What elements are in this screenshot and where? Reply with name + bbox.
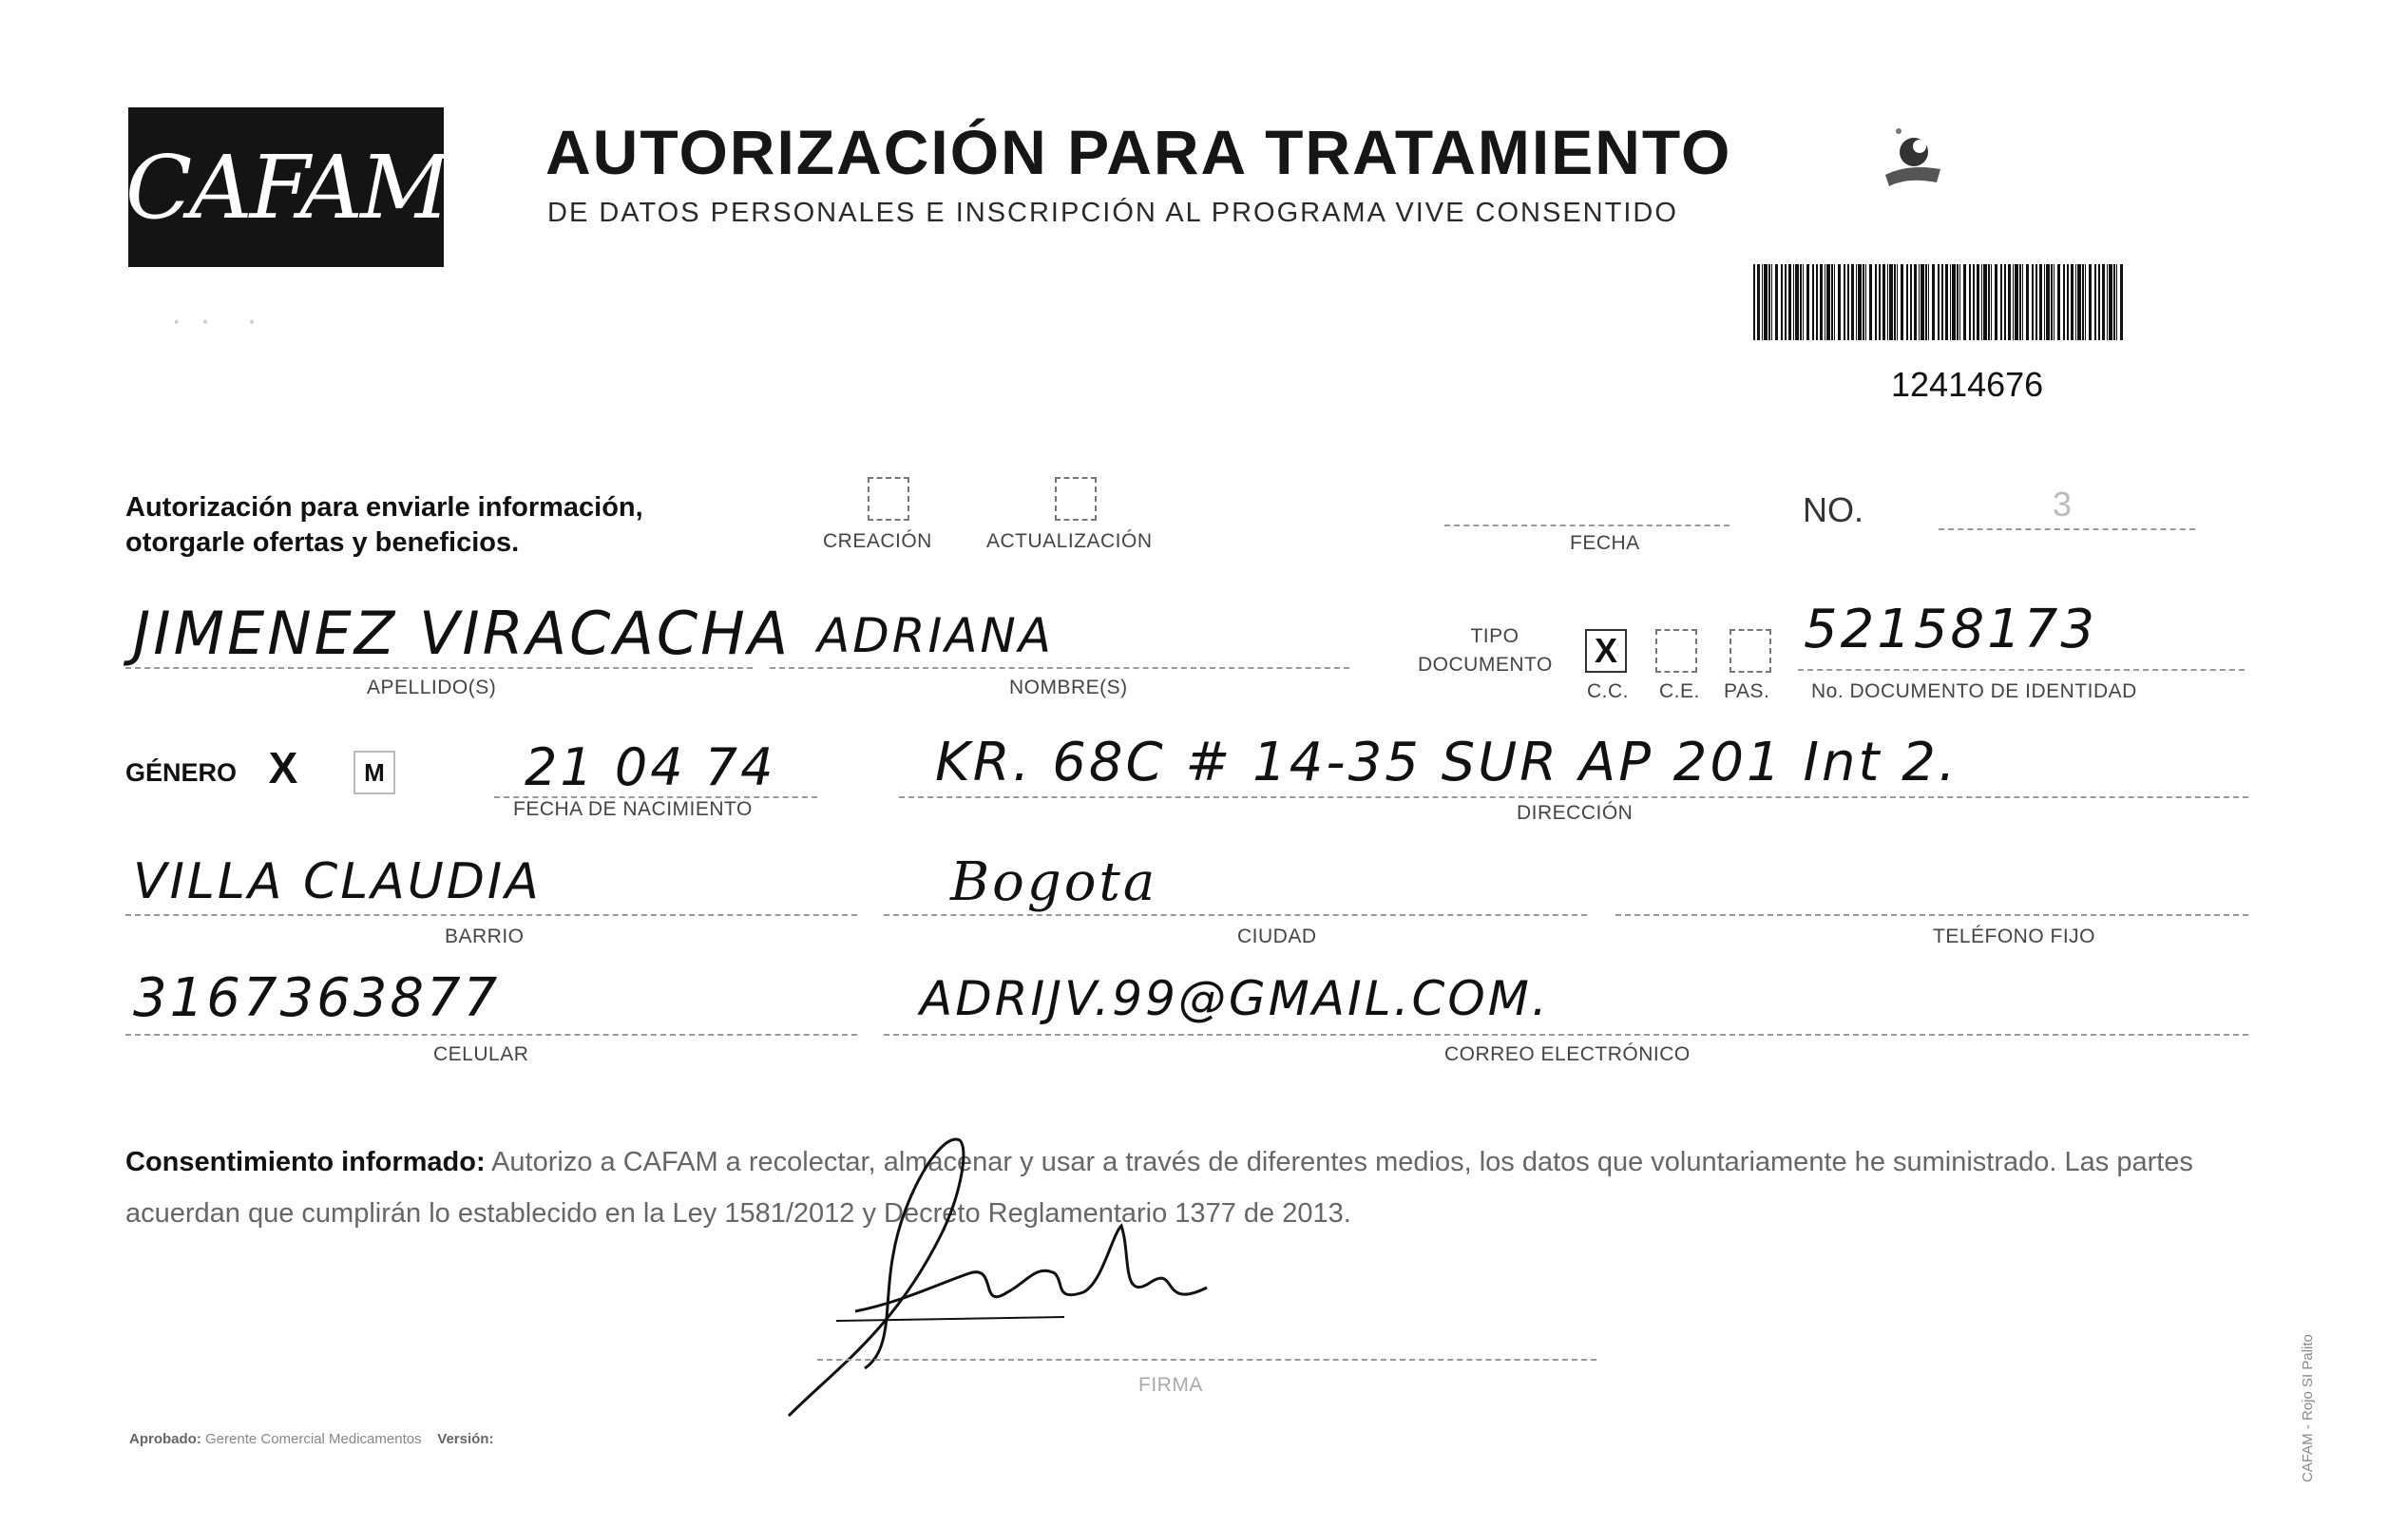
barcode-bar [1851, 264, 1854, 340]
cc-checkbox[interactable] [1585, 629, 1627, 673]
fecha-nacimiento-value[interactable]: 21 04 74 [525, 737, 776, 797]
barcode-bar [1950, 264, 1951, 340]
correo-line [884, 1034, 2248, 1036]
firma-label: FIRMA [1138, 1374, 1203, 1396]
authorization-label-line-1: Autorización para enviarle información, [125, 492, 643, 523]
barcode-bar [1834, 264, 1835, 340]
barcode-bar [1928, 264, 1929, 340]
barcode-bar [1800, 264, 1802, 340]
faint-stamp: · · · [171, 302, 258, 338]
barcode-bar [1879, 264, 1881, 340]
barcode-bar [1856, 264, 1857, 340]
no-line [1939, 528, 2195, 530]
barcode-bar [2022, 264, 2023, 340]
barcode-bar [2067, 264, 2069, 340]
telefono-fijo-line[interactable] [1615, 914, 2248, 916]
barcode-bar [1973, 264, 1975, 340]
actualizacion-label: ACTUALIZACIÓN [986, 530, 1153, 552]
barcode-bar [2098, 264, 2100, 340]
nombres-value[interactable]: ADRIANA [817, 608, 1055, 663]
no-label: NO. [1803, 490, 1864, 529]
barcode-bar [1925, 264, 1927, 340]
barcode-bar [1788, 264, 1791, 340]
firma-line [817, 1359, 1596, 1361]
ce-label: C.E. [1659, 680, 1700, 702]
form-subtitle: DE DATOS PERSONALES E INSCRIPCIÓN AL PROGRAMA VIVE CONSENTIDO [547, 198, 1678, 228]
barcode-bar [1869, 264, 1872, 340]
barcode-bar [2085, 264, 2086, 340]
barcode-bar [2120, 264, 2123, 340]
barcode-bar [2102, 264, 2105, 340]
barcode-bar [1919, 264, 1920, 340]
celular-label: CELULAR [433, 1043, 529, 1065]
authorization-label-line-2: otorgarle ofertas y beneficios. [125, 527, 520, 558]
pas-checkbox[interactable] [1730, 629, 1771, 673]
genero-f-checkbox[interactable] [264, 743, 302, 792]
no-value: 3 [2053, 485, 2073, 524]
barcode-bar [1793, 264, 1794, 340]
direccion-label: DIRECCIÓN [1517, 802, 1634, 824]
actualizacion-checkbox[interactable] [1055, 477, 1097, 521]
barcode-bar [2004, 264, 2006, 340]
barcode-bar [2094, 264, 2096, 340]
barcode-bar [2116, 264, 2117, 340]
barcode-bar [1897, 264, 1898, 340]
cafam-logo [124, 107, 448, 267]
barcode-bar [1995, 264, 1997, 340]
barcode-bar [1831, 264, 1833, 340]
barcode-bar [1957, 264, 1959, 340]
barcode-bar [1858, 264, 1862, 340]
apellidos-line [125, 667, 753, 669]
barcode-bar [2109, 264, 2112, 340]
barcode-number: 12414676 [1891, 365, 2044, 404]
authorization-label [125, 490, 643, 561]
genero-label: GÉNERO [125, 758, 238, 787]
telefono-fijo-label: TELÉFONO FIJO [1933, 926, 2096, 947]
ciudad-value[interactable]: Bogota [950, 851, 1158, 913]
barcode-bar [2057, 264, 2060, 340]
nombres-line [770, 667, 1349, 669]
barcode-bar [2015, 264, 2018, 340]
cc-mark: X [1594, 631, 1617, 670]
barcode-bar [1795, 264, 1799, 340]
barcode-bar [1803, 264, 1804, 340]
barcode-bar [1938, 264, 1940, 340]
creacion-label: CREACIÓN [823, 530, 932, 552]
barcode-bar [1969, 264, 1971, 340]
correo-value[interactable]: ADRIJV.99@GMAIL.COM. [920, 971, 1550, 1026]
barcode-bar [2077, 264, 2081, 340]
barcode-bar [1932, 264, 1935, 340]
genero-m-label: M [364, 757, 385, 787]
barcode-bar [2113, 264, 2115, 340]
barcode-bar [1762, 264, 1763, 340]
barcode [1753, 264, 2129, 340]
barcode-bar [2019, 264, 2021, 340]
barcode-bar [1768, 264, 1770, 340]
barcode-bar [1945, 264, 1948, 340]
barcode-bar [2063, 264, 2065, 340]
logo-text: CAFAM [124, 136, 448, 239]
barcode-bar [1941, 264, 1943, 340]
barrio-line [125, 914, 857, 916]
barcode-bar [1991, 264, 1992, 340]
creacion-checkbox[interactable] [868, 477, 909, 521]
barcode-bar [1785, 264, 1787, 340]
barcode-bar [2046, 264, 2050, 340]
aprobado-value: Gerente Comercial Medicamentos [205, 1431, 422, 1447]
correo-label: CORREO ELECTRÓNICO [1444, 1043, 1691, 1065]
ciudad-line [884, 914, 1587, 916]
aprobado-label: Aprobado: [129, 1431, 201, 1447]
barcode-bar [2013, 264, 2014, 340]
barcode-bar [1875, 264, 1877, 340]
documento-value[interactable]: 52158173 [1804, 599, 2098, 660]
celular-line [125, 1034, 857, 1036]
barcode-bar [1816, 264, 1818, 340]
direccion-value[interactable]: KR. 68C # 14-35 SUR AP 201 Int 2. [935, 732, 1959, 793]
barcode-bar [1914, 264, 1917, 340]
barcode-bar [1826, 264, 1830, 340]
barcode-bar [2039, 264, 2042, 340]
side-text: CAFAM - Rojo SI Palito [2300, 1334, 2316, 1482]
barcode-bar [1910, 264, 1912, 340]
barcode-bar [2107, 264, 2108, 340]
barcode-bar [1921, 264, 1924, 340]
consent-text: Autorizo a CAFAM a recolectar, almacenar y usar a través de diferentes medios, los datos que voluntariamente he suministrado. Las partes acuerdan que cumplirán lo establecido en la Ley 1581/2012 y Decreto Reglamentario 1377 de 2013. [125, 1147, 2193, 1229]
barcode-bar [1889, 264, 1893, 340]
barcode-bar [1812, 264, 1814, 340]
barcode-bar [2032, 264, 2034, 340]
cc-label: C.C. [1587, 680, 1629, 702]
direccion-line [899, 796, 2248, 798]
footer-approved [129, 1431, 493, 1447]
fecha-line [1444, 525, 1730, 526]
barcode-bar [1988, 264, 1990, 340]
barrio-value[interactable]: VILLA CLAUDIA [133, 853, 542, 910]
consent-heading: Consentimiento informado: [125, 1147, 486, 1177]
barcode-bar [1838, 264, 1841, 340]
apellidos-label: APELLIDO(S) [367, 677, 497, 698]
barcode-bar [2082, 264, 2084, 340]
barcode-bar [1863, 264, 1864, 340]
fecha-nacimiento-label: FECHA DE NACIMIENTO [513, 798, 753, 820]
barcode-bar [1753, 264, 1755, 340]
documento-label: No. DOCUMENTO DE IDENTIDAD [1811, 680, 2137, 702]
barcode-bar [2026, 264, 2029, 340]
documento-line [1798, 669, 2245, 671]
barcode-bar [1781, 264, 1783, 340]
barcode-bar [2035, 264, 2037, 340]
barcode-bar [1981, 264, 1982, 340]
ciudad-label: CIUDAD [1237, 926, 1317, 947]
version-label: Versión: [437, 1431, 494, 1447]
barcode-bar [1959, 264, 1960, 340]
signature-image [779, 1121, 1292, 1435]
barcode-bar [2008, 264, 2011, 340]
barcode-bar [1764, 264, 1768, 340]
ce-checkbox[interactable] [1655, 629, 1697, 673]
barcode-bar [2071, 264, 2074, 340]
genero-f-mark: X [268, 743, 298, 792]
barcode-bar [2051, 264, 2053, 340]
tipo-documento-label-2: DOCUMENTO [1418, 654, 1553, 676]
barcode-bar [1983, 264, 1987, 340]
barcode-bar [1806, 264, 1809, 340]
fecha-label: FECHA [1570, 532, 1640, 554]
barcode-bar [1865, 264, 1866, 340]
barcode-bar [2044, 264, 2045, 340]
apellidos-value[interactable]: JIMENEZ VIRACACHA [133, 599, 792, 668]
barcode-bar [1757, 264, 1760, 340]
barcode-bar [1952, 264, 1956, 340]
barcode-bar [1894, 264, 1896, 340]
emblem-icon [1880, 120, 1946, 196]
nombres-label: NOMBRE(S) [1009, 677, 1128, 698]
barcode-bar [1771, 264, 1772, 340]
barcode-bar [1977, 264, 1979, 340]
barcode-bar [1963, 264, 1966, 340]
barcode-bar [2089, 264, 2092, 340]
barcode-bar [1820, 264, 1823, 340]
barcode-bar [1887, 264, 1888, 340]
pas-label: PAS. [1724, 680, 1770, 702]
barcode-bar [2000, 264, 2002, 340]
genero-m-checkbox[interactable] [354, 751, 395, 794]
barcode-bar [2075, 264, 2076, 340]
form-title: AUTORIZACIÓN PARA TRATAMIENTO [545, 117, 1732, 187]
barrio-label: BARRIO [445, 926, 525, 947]
barcode-bar [1775, 264, 1778, 340]
barcode-bar [1844, 264, 1845, 340]
tipo-documento-label-1: TIPO [1470, 625, 1519, 647]
barcode-bar [1901, 264, 1903, 340]
barcode-bar [1906, 264, 1908, 340]
barcode-bar [1847, 264, 1849, 340]
barcode-bar [1882, 264, 1885, 340]
celular-value[interactable]: 3167363877 [133, 967, 501, 1029]
